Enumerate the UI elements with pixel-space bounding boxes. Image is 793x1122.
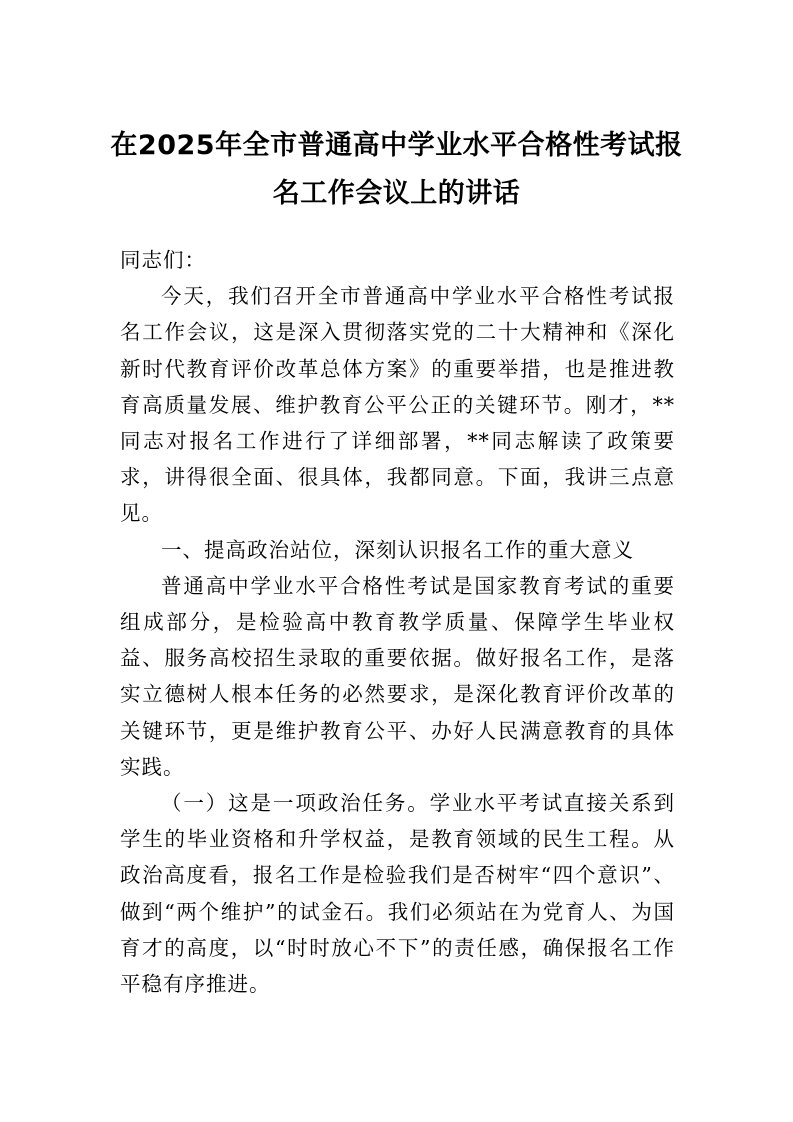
section-heading-1: 一、提高政治站位，深刻认识报名工作的重大意义: [161, 537, 634, 562]
paragraph-subsection-1: （一）这是一项政治任务。学业水平考试直接关系到学生的毕业资格和升学权益，是教育领域的民生工程。从政治高度看，报名工作是检验我们是否树牢“四个意识”、做到“两个维护”的试金石。我们必须站在为党育人、为国育才的高度，以“时时放心不下”的责任感，确保报名工作平稳有序推进。: [120, 791, 675, 997]
paragraph-intro: 今天，我们召开全市普通高中学业水平合格性考试报名工作会议，这是深入贯彻落实党的二十大精神和《深化新时代教育评价改革总体方案》的重要举措，也是推进教育高质量发展、维护教育公平公正的关键环节。刚才，**同志对报名工作进行了详细部署，**同志解读了政策要求，讲得很全面、很具体，我都同意。下面，我讲三点意见。: [120, 284, 675, 526]
document-body: [120, 242, 675, 1002]
salutation: 同志们：: [120, 248, 206, 272]
page-title: 在2025年全市普通高中学业水平合格性考试报名工作会议上的讲话: [110, 130, 683, 209]
paragraph-section-1: 普通高中学业水平合格性考试是国家教育考试的重要组成部分，是检验高中教育教学质量、保障学生毕业权益、服务高校招生录取的重要依据。做好报名工作，是落实立德树人根本任务的必然要求，是深化教育评价改革的关键环节，更是维护教育公平、办好人民满意教育的具体实践。: [120, 573, 675, 779]
